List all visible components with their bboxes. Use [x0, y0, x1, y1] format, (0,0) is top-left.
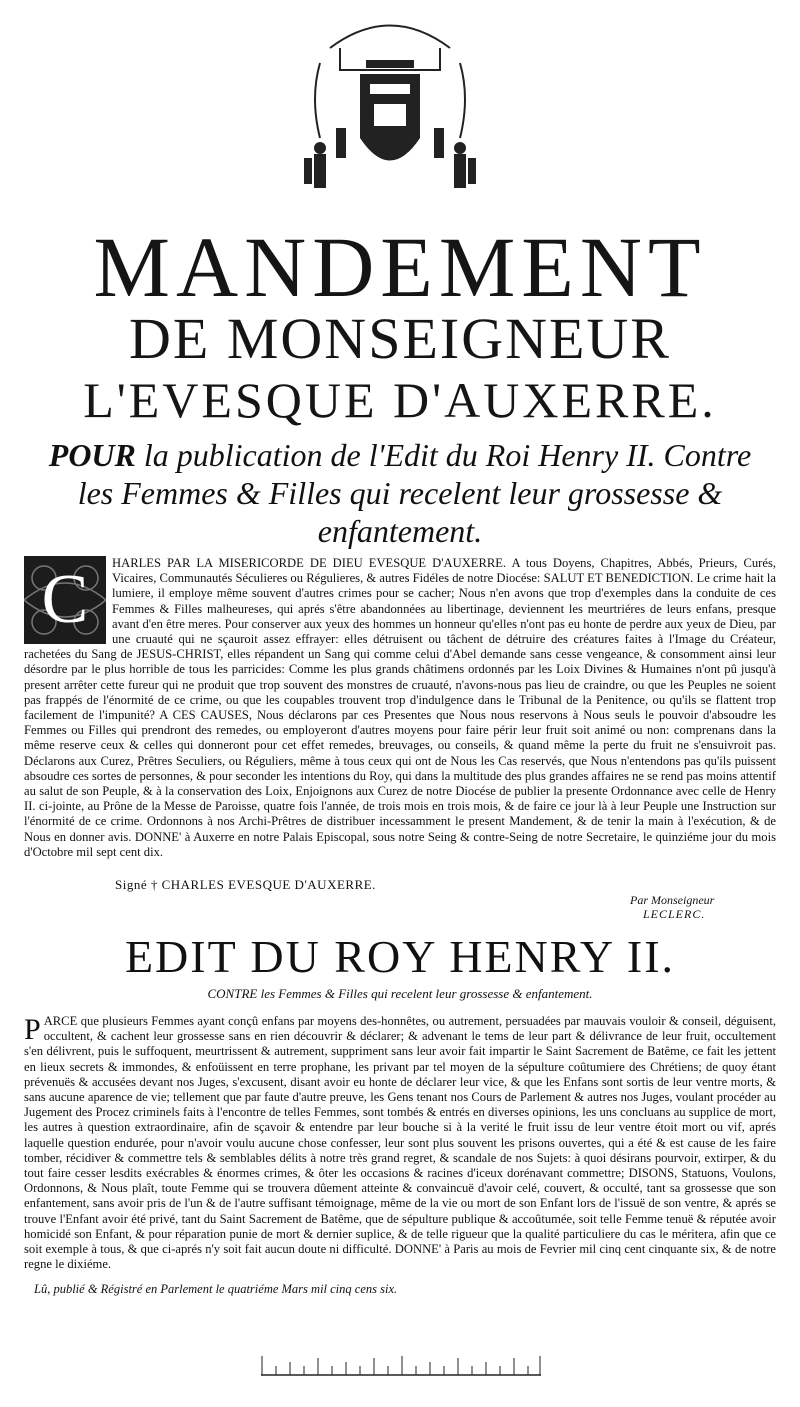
secretary-signature: LECLERC. [643, 907, 706, 921]
bishop-signature: Signé † CHARLES EVESQUE D'AUXERRE. [115, 877, 376, 892]
title-evesque-auxerre: L'EVESQUE D'AUXERRE. [83, 372, 717, 428]
edit-body [24, 1014, 776, 1272]
mandement-text: HARLES PAR LA MISERICORDE DE DIEU EVESQUE D'AUXERRE. A tous Doyens, Chapitres, Abbés, Prieurs, Curés, Vicaires, Communautés Séculieres ou Régulieres, & autres Fidéles de notre Diocése: SALUT ET BENEDICTION. Le crime hait la lumiere, il employe même souvent d'autres crimes pour se cacher; Nous n'en avons que trop d'exemples dans la conduite de ces Femmes & Filles malheureses, qui aprés s'être abandonnées au libertinage, deviennent les meurtriéres de leurs enfans, presque avant d'en être meres. Pour conserver aux yeux des hommes un honneur qu'elles n'ont pas eu honte de perdre aux yeux de Dieu, par une cruauté qui ne sçauroit assez effrayer: elles détruisent ou tâchent de détruire des créatures faites à l'Image du Créateur, rachetées du Sang de JESUS-CHRIST, elles répandent un Sang qui comme celui d'Abel demande sans cesse vengeance, & consomment ainsi leur désordre par le plus horrible de tous les parricides: Comme les plus grands châtimens ordonnés par les Loix Divines & Humaines n'ont pû jusqu'à present arrêter cette fureur qui ne produit que trop souvent des monstres de cruauté, n'avons-nous pas lieu de craindre, ou que les Peuples ne soient pas frappés de l'énormité de ce crime, ou que les coupables trouvent trop d'indulgence dans le Tribunal de la Penitence, ou qu'ils se flattent trop facilement de l'impunité? A CES CAUSES, Nous déclarons par ces Presentes que Nous nous reservons à Nous seuls le pouvoir d'absoudre les Femmes ou Filles qui prendront des remedes, ou employeront d'autres moyens pour faire périr leur fruit soit animé ou non: comprenans dans la même reserve ceux & celles qui donneront pour cet effet remedes, breuvages, ou conseils, & quand même la perte du fruit ne s'ensuivroit pas. Déclarons aux Curez, Prêtres Seculiers, ou Réguliers, même à tous ceux qui ont de Nous les Cas reservés, que Nous n'entendons pas qu'ils puissent absoudre ces sortes de personnes, & pour seconder les intentions du Roy, qui dans la multitude des plus grandes affaires ne se rend pas moins attentif au salut de son Peuple, & à la conservation des Loix, Enjoignons aux Curez de notre Diocése de publier la presente Ordonnance avec celle de Henry II. ci-jointe, au Prône de la Messe de Paroisse, quatre fois l'année, de trois mois en trois mois, & de faire ce jour là à leur Peuple une Instruction sur l'énormité de ce crime. Ordonnons à nos Archi-Prêtres de distribuer incessamment le present Mandement, & de tenir la main à l'exécution, & de Nous en donner avis. DONNE' à Auxerre en notre Palais Episcopal, sous notre Seing & contre-Seing de notre Secretaire, le quinziéme jour du mois d'Octobre mil sept cent dix. [24, 556, 776, 859]
title-de-monseigneur: DE MONSEIGNEUR [129, 306, 671, 371]
ornate-dropcap [24, 556, 106, 644]
registration-note: Lû, publié & Régistré en Parlement le quatriéme Mars mil cinq cens six. [34, 1282, 398, 1296]
edit-subtitle: CONTRE les Femmes & Filles qui recelent leur grossesse & enfantement. [207, 986, 593, 1001]
title-mandement: MANDEMENT [93, 219, 707, 315]
mandement-body [24, 556, 776, 860]
par-monseigneur: Par Monseigneur [630, 893, 715, 907]
edit-text: ARCE que plusieurs Femmes ayant conçû enfans par moyens des-honnêtes, ou autrement, persuadées par mauvais vouloir & conseil, déguisent, occultent, & cachent leur grossesse sans en rien découvrir & déclarer; & advenant le tems de leur part & délivrance de leur fruit, occultement s'en délivrent, puis le suffoquent, meurtrissent & autrement, suppriment sans leur avoir fait impartir le Saint Sacrement de Batême, ce fait les jettent en lieux secrets & immondes, & enfoüissent en terre prophane, les privant par tel moyen de la sépulture coûtumiere des Chrétiens; de quoy étant prévenuës & accusées devant nos Juges, s'excusent, disant avoir eu honte de déclarer leur vice, & que les Enfans sont sortis de leur ventre morts, & sans aucune aparence de vie; tellement que par faute d'autre preuve, les Gens tenant nos Cours de Parlement & autres nos Juges, voulant procéder au Jugement des Procez criminels faits à l'encontre de telles Femmes, sont tombés & entrés en diverses opinions, les uns concluans au supplice de mort, les autres à question extraordinaire, afin de sçavoir & entendre par leur bouche si à la verité le fruit issu de leur ventre étoit mort ou vif, aprés laquelle question endurée, pour n'avoir voulu aucune chose confesser, leur sont plus souvent les prisons ouvertes, qui a été & est cause de les faire tomber, récidiver & commettre tels & semblables délits à notre très grand regret, & scandale de nos Sujets: à quoi désirans pourvoir, extirper, & du tout faire cesser lesdits exécrables & énormes crimes, & ôter les occasions & racines d'iceux dorénavant commettre; DISONS, Statuons, Voulons, Ordonnons, & Nous plaît, toute Femme qui se trouvera dûement atteinte & convaincuë d'avoir celé, couvert, & occulté, tant sa grossesse que son enfantement, sans avoir pris de l'un & de l'autre suffisant témoignage, même de la vie ou mort de son Enfant lors de l'issuë de son ventre, & aprés se trouve l'Enfant avoir été privé, tant du Saint Sacrement de Batême, que de sépulture publique & accoûtumée, soit telle Femme tenuë & réputée avoir homicidé son Enfant, & pour réparation punie de mort & dernier suplice, & de telle rigueur que la qualité particuliere du cas le méritera, afin que ce soit exemple à tous, & que ci-aprés n'y soit fait aucun doute ni difficulté. DONNE' à Paris au mois de Fevrier mil cinq cent cinquante six, & de notre regne le dixiéme. [24, 1014, 776, 1272]
subtitle-text: la publication de l'Edit du Roi Henry II. Contre les Femmes & Filles qui recelent leur grossesse & enfantement. [77, 437, 752, 549]
subtitle [30, 436, 770, 550]
edit-initial: P [24, 1013, 41, 1046]
measurement-scale-ruler-icon [261, 1354, 541, 1376]
edit-title: EDIT DU ROY HENRY II. [124, 931, 676, 982]
subtitle-pour: POUR [48, 437, 136, 473]
episcopal-coat-of-arms-icon [300, 8, 480, 208]
dropcap-letter: C [41, 561, 89, 638]
